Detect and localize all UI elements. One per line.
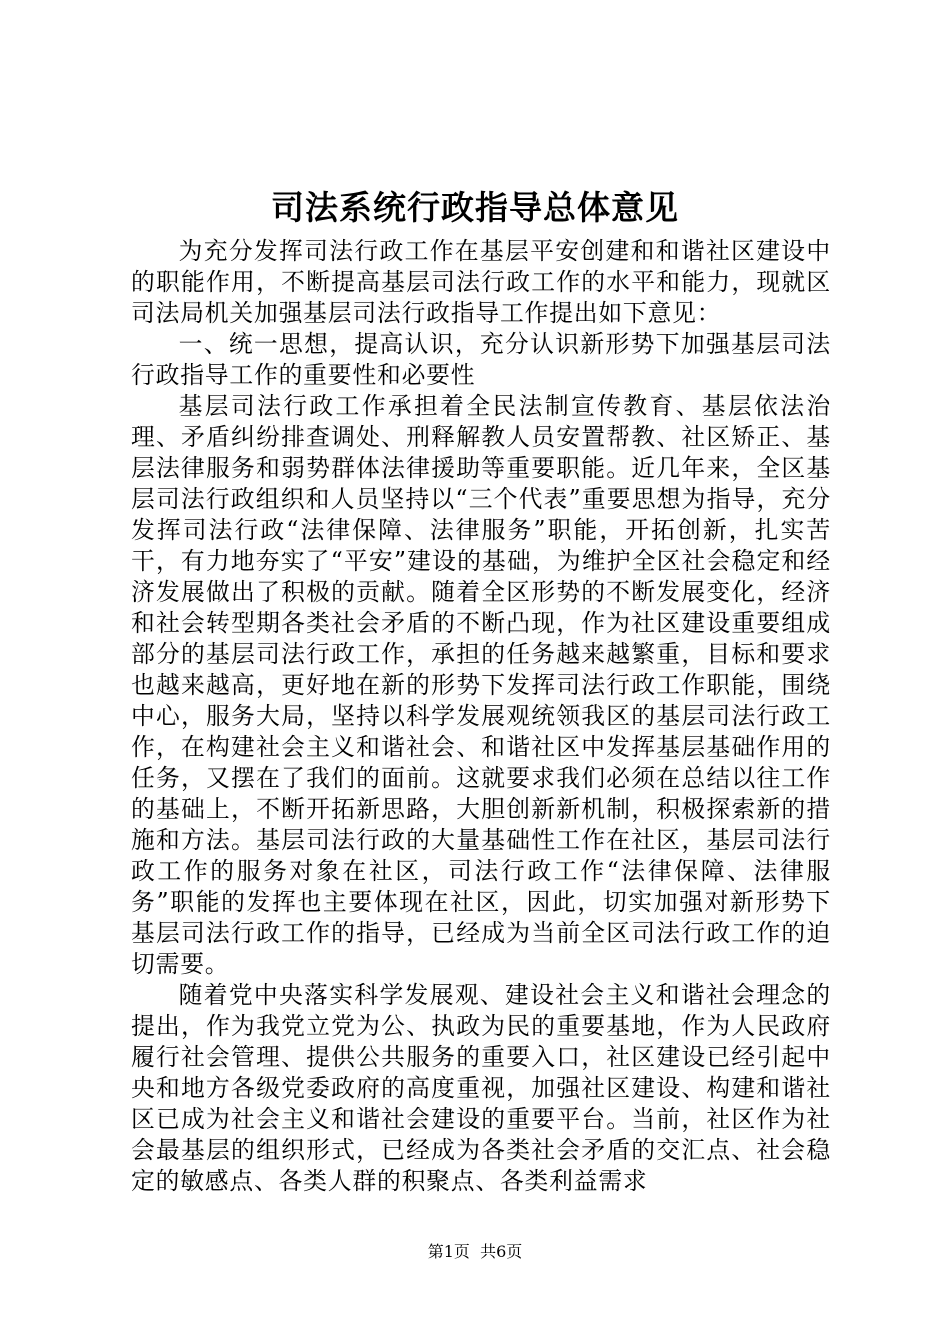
document-title: 司法系统行政指导总体意见: [271, 188, 679, 227]
paragraph-intro: 为充分发挥司法行政工作在基层平安创建和和谐社区建设中的职能作用，不断提高基层司法行政工作的水平和能力，现就区司法局机关加强基层司法行政指导工作提出如下意见：: [131, 237, 831, 327]
paragraph-community-building: 随着党中央落实科学发展观、建设社会主义和谐社会理念的提出，作为我党立党为公、执政为民的重要基地，作为人民政府履行社会管理、提供公共服务的重要入口，社区建设已经引起中央和地方各级党委政府的高度重视，加强社区建设、构建和谐社区已成为社会主义和谐社会建设的重要平台。当前，社区作为社会最基层的组织形式，已经成为各类社会矛盾的交汇点、社会稳定的敏感点、各类人群的积聚点、各类利益需求: [131, 981, 831, 1195]
page-footer: [0, 1240, 950, 1264]
paragraph-section-heading: 一、统一思想，提高认识，充分认识新形势下加强基层司法行政指导工作的重要性和必要性: [131, 330, 831, 389]
paragraph-grassroots-work: 基层司法行政工作承担着全民法制宣传教育、基层依法治理、矛盾纠纷排查调处、刑释解教人员安置帮教、社区矫正、基层法律服务和弱势群体法律援助等重要职能。近几年来，全区基层司法行政组织和人员坚持以“三个代表”重要思想为指导，充分发挥司法行政“法律保障、法律服务”职能，开拓创新，扎实苦干，有力地夯实了“平安”建设的基础，为维护全区社会稳定和经济发展做出了积极的贡献。随着全区形势的不断发展变化，经济和社会转型期各类社会矛盾的不断凸现，作为社区建设重要组成部分的基层司法行政工作，承担的任务越来越繁重，目标和要求也越来越高，更好地在新的形势下发挥司法行政工作职能，围绕中心，服务大局，坚持以科学发展观统领我区的基层司法行政工作，在构建社会主义和谐社会、和谐社区中发挥基层基础作用的任务，又摆在了我们的面前。这就要求我们必须在总结以往工作的基础上，不断开拓新思路，大胆创新新机制，积极探索新的措施和方法。基层司法行政的大量基础性工作在社区，基层司法行政工作的服务对象在社区，司法行政工作“法律保障、法律服务”职能的发挥也主要体现在社区，因此，切实加强对新形势下基层司法行政工作的指导，已经成为当前全区司法行政工作的迫切需要。: [131, 392, 831, 978]
document-body: [131, 236, 831, 1197]
page-number: 第1页: [427, 1242, 470, 1261]
page-total: 共6页: [480, 1242, 523, 1261]
